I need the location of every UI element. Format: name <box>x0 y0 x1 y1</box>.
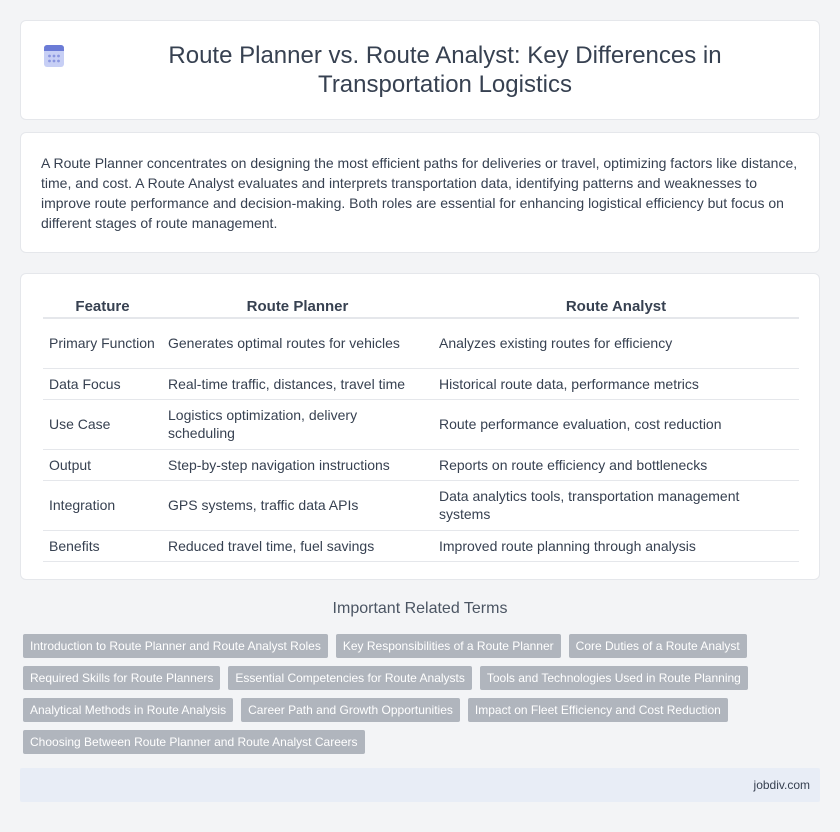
planner-cell: Real-time traffic, distances, travel time <box>162 368 433 399</box>
analyst-cell: Reports on route efficiency and bottlenecks <box>433 449 799 480</box>
related-term-tag[interactable]: Tools and Technologies Used in Route Planning <box>480 666 748 690</box>
analyst-cell: Route performance evaluation, cost reduction <box>433 399 799 449</box>
header-feature: Feature <box>43 294 162 318</box>
related-term-tag[interactable]: Required Skills for Route Planners <box>23 666 220 690</box>
table-header-row <box>43 294 799 318</box>
table-row <box>43 318 799 368</box>
footer <box>20 768 820 802</box>
planner-cell: Logistics optimization, delivery scheduling <box>162 399 433 449</box>
planner-cell: Generates optimal routes for vehicles <box>162 318 433 368</box>
header-route-analyst: Route Analyst <box>433 294 799 318</box>
comparison-card <box>20 273 820 580</box>
page-title: Route Planner vs. Route Analyst: Key Differences in Transportation Logistics <box>168 42 722 98</box>
analyst-cell: Data analytics tools, transportation management systems <box>433 480 799 530</box>
table-row <box>43 530 799 561</box>
header-route-planner: Route Planner <box>162 294 433 318</box>
related-term-tag[interactable]: Core Duties of a Route Analyst <box>569 634 747 658</box>
intro-card <box>20 132 820 253</box>
table-row <box>43 368 799 399</box>
related-term-tag[interactable]: Choosing Between Route Planner and Route Analyst Careers <box>23 730 365 754</box>
table-row <box>43 449 799 480</box>
related-term-tag[interactable]: Introduction to Route Planner and Route Analyst Roles <box>23 634 328 658</box>
feature-cell: Benefits <box>43 530 162 561</box>
analyst-cell: Improved route planning through analysis <box>433 530 799 561</box>
feature-cell: Data Focus <box>43 368 162 399</box>
table-row <box>43 399 799 449</box>
planner-cell: GPS systems, traffic data APIs <box>162 480 433 530</box>
footer-site-link[interactable]: jobdiv.com <box>753 778 810 792</box>
header-card <box>20 20 820 120</box>
related-term-tag[interactable]: Analytical Methods in Route Analysis <box>23 698 233 722</box>
document-icon <box>41 43 67 69</box>
related-term-tag[interactable]: Essential Competencies for Route Analysts <box>228 666 471 690</box>
feature-cell: Primary Function <box>43 318 162 368</box>
related-term-tag[interactable]: Key Responsibilities of a Route Planner <box>336 634 561 658</box>
related-term-tag[interactable]: Career Path and Growth Opportunities <box>241 698 460 722</box>
comparison-table <box>43 294 799 562</box>
related-terms-title: Important Related Terms <box>332 600 508 617</box>
planner-cell: Step-by-step navigation instructions <box>162 449 433 480</box>
planner-cell: Reduced travel time, fuel savings <box>162 530 433 561</box>
table-row <box>43 480 799 530</box>
related-terms-list <box>23 634 823 762</box>
analyst-cell: Historical route data, performance metrics <box>433 368 799 399</box>
header <box>21 21 819 119</box>
feature-cell: Use Case <box>43 399 162 449</box>
intro-paragraph: A Route Planner concentrates on designing the most efficient paths for deliveries or travel, optimizing factors like distance, time, and cost. A Route Analyst evaluates and interprets transportation data, identifying patterns and weaknesses to improve route performance and decision-making. Both roles are essential for enhancing logistical efficiency but focus on different stages of route management. <box>41 155 798 231</box>
analyst-cell: Analyzes existing routes for efficiency <box>433 318 799 368</box>
feature-cell: Output <box>43 449 162 480</box>
related-term-tag[interactable]: Impact on Fleet Efficiency and Cost Reduction <box>468 698 728 722</box>
feature-cell: Integration <box>43 480 162 530</box>
